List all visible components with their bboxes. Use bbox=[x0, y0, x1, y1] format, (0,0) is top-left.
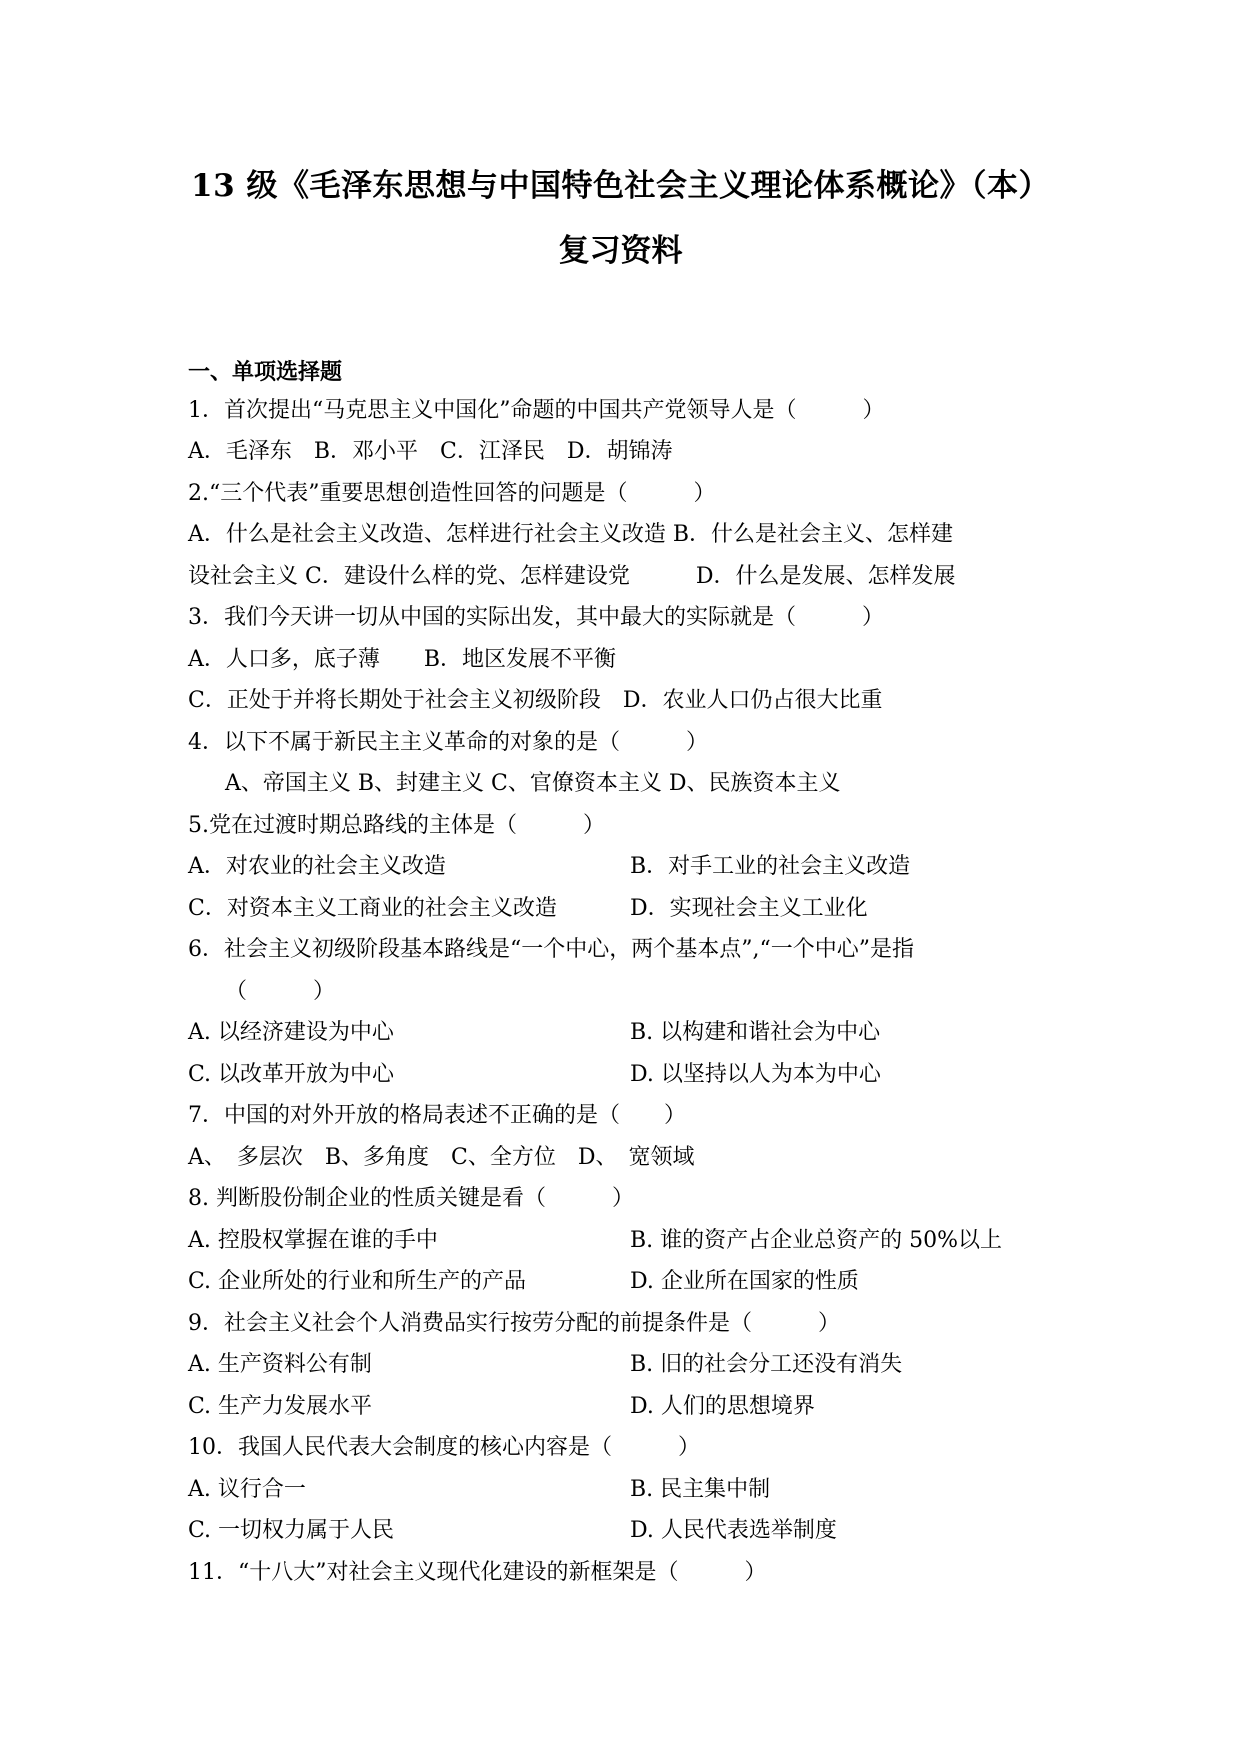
question-8: 8. 判断股份制企业的性质关键是看（ ） bbox=[188, 1186, 634, 1211]
question-9-option-c: C. 生产力发展水平 bbox=[188, 1394, 373, 1419]
question-3: 3．我们今天讲一切从中国的实际出发，其中最大的实际就是（ ） bbox=[188, 605, 884, 630]
question-10-option-b: B. 民主集中制 bbox=[630, 1477, 771, 1502]
question-2-options-line-2: 设社会主义 C．建设什么样的党、怎样建设党 D．什么是发展、怎样发展 bbox=[188, 564, 956, 589]
question-6: 6．社会主义初级阶段基本路线是“一个中心，两个基本点”,“一个中心”是指 bbox=[188, 937, 914, 962]
question-6-option-b: B. 以构建和谐社会为中心 bbox=[630, 1020, 881, 1045]
question-8-option-d: D. 企业所在国家的性质 bbox=[630, 1269, 859, 1294]
question-1: 1．首次提出“马克思主义中国化”命题的中国共产党领导人是（ ） bbox=[188, 398, 885, 423]
question-5-option-d: D．实现社会主义工业化 bbox=[630, 896, 868, 921]
question-11: 11．“十八大”对社会主义现代化建设的新框架是（ ） bbox=[188, 1560, 767, 1585]
question-3-options-line-2: C．正处于并将长期处于社会主义初级阶段 D．农业人口仍占很大比重 bbox=[188, 688, 883, 713]
document-title: 13 级《毛泽东思想与中国特色社会主义理论体系概论》（本） bbox=[191, 168, 1050, 204]
question-7-options: A、 多层次 B、多角度 C、全方位 D、 宽领域 bbox=[188, 1145, 695, 1170]
question-2: 2.“三个代表”重要思想创造性回答的问题是（ ） bbox=[188, 481, 716, 506]
question-5-option-b: B．对手工业的社会主义改造 bbox=[630, 854, 911, 879]
question-9-option-a: A. 生产资料公有制 bbox=[188, 1352, 372, 1377]
question-9: 9．社会主义社会个人消费品实行按劳分配的前提条件是（ ） bbox=[188, 1311, 840, 1336]
question-8-option-a: A. 控股权掌握在谁的手中 bbox=[188, 1228, 438, 1253]
question-3-options-line-1: A．人口多，底子薄 B．地区发展不平衡 bbox=[188, 647, 617, 672]
question-8-option-c: C. 企业所处的行业和所生产的产品 bbox=[188, 1269, 527, 1294]
question-4: 4．以下不属于新民主主义革命的对象的是（ ） bbox=[188, 730, 708, 755]
question-4-options: A、帝国主义 B、封建主义 C、官僚资本主义 D、民族资本主义 bbox=[225, 771, 841, 796]
question-10-option-a: A. 议行合一 bbox=[188, 1477, 306, 1502]
question-8-option-b: B. 谁的资产占企业总资产的 50%以上 bbox=[630, 1228, 1003, 1253]
question-10-option-d: D. 人民代表选举制度 bbox=[630, 1518, 837, 1543]
question-5-option-a: A．对农业的社会主义改造 bbox=[188, 854, 446, 879]
question-6-option-c: C. 以改革开放为中心 bbox=[188, 1062, 395, 1087]
question-10-option-c: C. 一切权力属于人民 bbox=[188, 1518, 395, 1543]
question-5: 5.党在过渡时期总路线的主体是（ ） bbox=[188, 813, 605, 838]
question-2-options-line-1: A．什么是社会主义改造、怎样进行社会主义改造 B．什么是社会主义、怎样建 bbox=[188, 522, 954, 547]
question-1-options: A．毛泽东 B．邓小平 C．江泽民 D．胡锦涛 bbox=[188, 439, 673, 464]
question-7: 7．中国的对外开放的格局表述不正确的是（ ） bbox=[188, 1103, 686, 1128]
question-6-blank: （ ） bbox=[225, 979, 336, 1004]
document-subtitle: 复习资料 bbox=[558, 233, 683, 269]
question-10: 10．我国人民代表大会制度的核心内容是（ ） bbox=[188, 1435, 700, 1460]
question-9-option-b: B. 旧的社会分工还没有消失 bbox=[630, 1352, 903, 1377]
question-9-option-d: D. 人们的思想境界 bbox=[630, 1394, 815, 1419]
question-5-option-c: C．对资本主义工商业的社会主义改造 bbox=[188, 896, 557, 921]
section-heading: 一、单项选择题 bbox=[188, 359, 343, 385]
question-6-option-d: D. 以坚持以人为本为中心 bbox=[630, 1062, 881, 1087]
question-6-option-a: A. 以经济建设为中心 bbox=[188, 1020, 394, 1045]
